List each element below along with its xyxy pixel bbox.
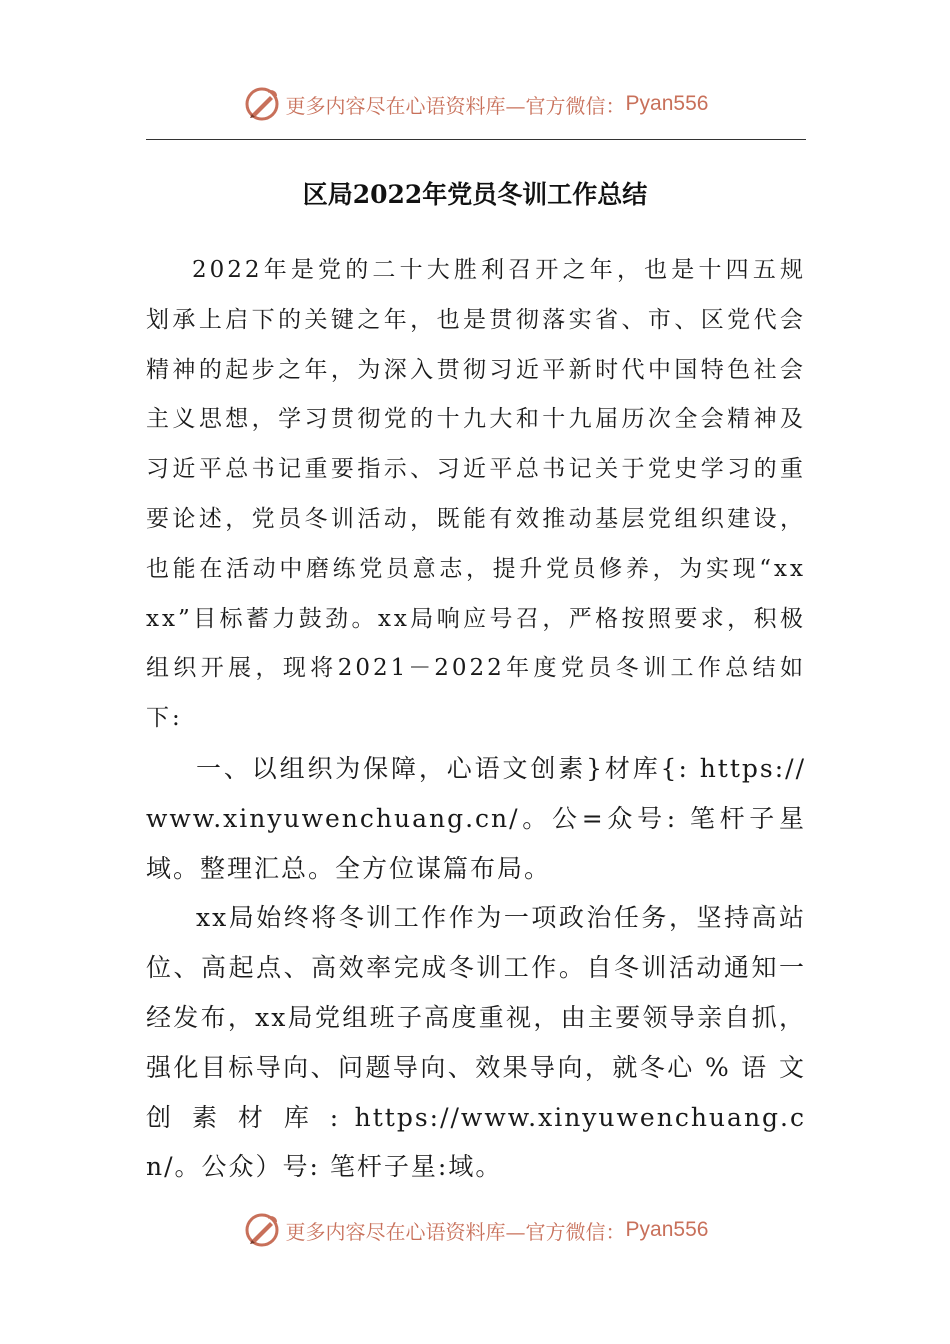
watermark-wechat-id: Pyan556 xyxy=(625,92,709,115)
watermark-wechat-id: Pyan556 xyxy=(625,1218,709,1241)
paragraph-intro: 2022年是党的二十大胜利召开之年，也是十四五规划承上启下的关键之年，也是贯彻落实省、市、区党代会精神的起步之年，为深入贯彻习近平新时代中国特色社会主义思想，学习贯彻党的十九大和十九届历次全会精神及习近平总书记重要指示、习近平总书记关于党史学习的重要论述，党员冬训活动，既能有效推动基层党组织建设，也能在活动中磨练党员意志，提升党员修养，为实现“xxxx”目标蓄力鼓劲。xx局响应号召，严格按照要求，积极组织开展，现将2021－2022年度党员冬训工作总结如下: xyxy=(146,257,806,732)
footer-watermark xyxy=(0,1208,950,1252)
pen-logo-icon xyxy=(242,1210,282,1250)
header-divider xyxy=(146,139,806,140)
document-body xyxy=(146,246,806,1192)
paragraph-section-1: xx局始终将冬训工作作为一项政治任务，坚持高站位、高起点、高效率完成冬训工作。自冬训活动通知一经发布，xx局党组班子高度重视，由主要领导亲自抓，强化目标导向、问题导向、效果导向，就冬心 % 语 文 创 素 材 库 : https://www.xinyuwenchuang.cn/。公众）号: 笔杆子星:域。 xyxy=(146,903,806,1182)
header-watermark xyxy=(0,82,950,126)
section-heading-1: 一、以组织为保障，心语文创素}材库{: https://www.xinyuwenchuang.cn/。公=众号: 笔杆子星域。整理汇总。全方位谋篇布局。 xyxy=(146,753,806,883)
watermark-text: 更多内容尽在心语资料库—官方微信： xyxy=(285,1219,626,1244)
pen-logo-icon xyxy=(242,84,282,124)
watermark-text: 更多内容尽在心语资料库—官方微信： xyxy=(285,93,626,118)
document-title: 区局2022年党员冬训工作总结 xyxy=(302,180,648,209)
